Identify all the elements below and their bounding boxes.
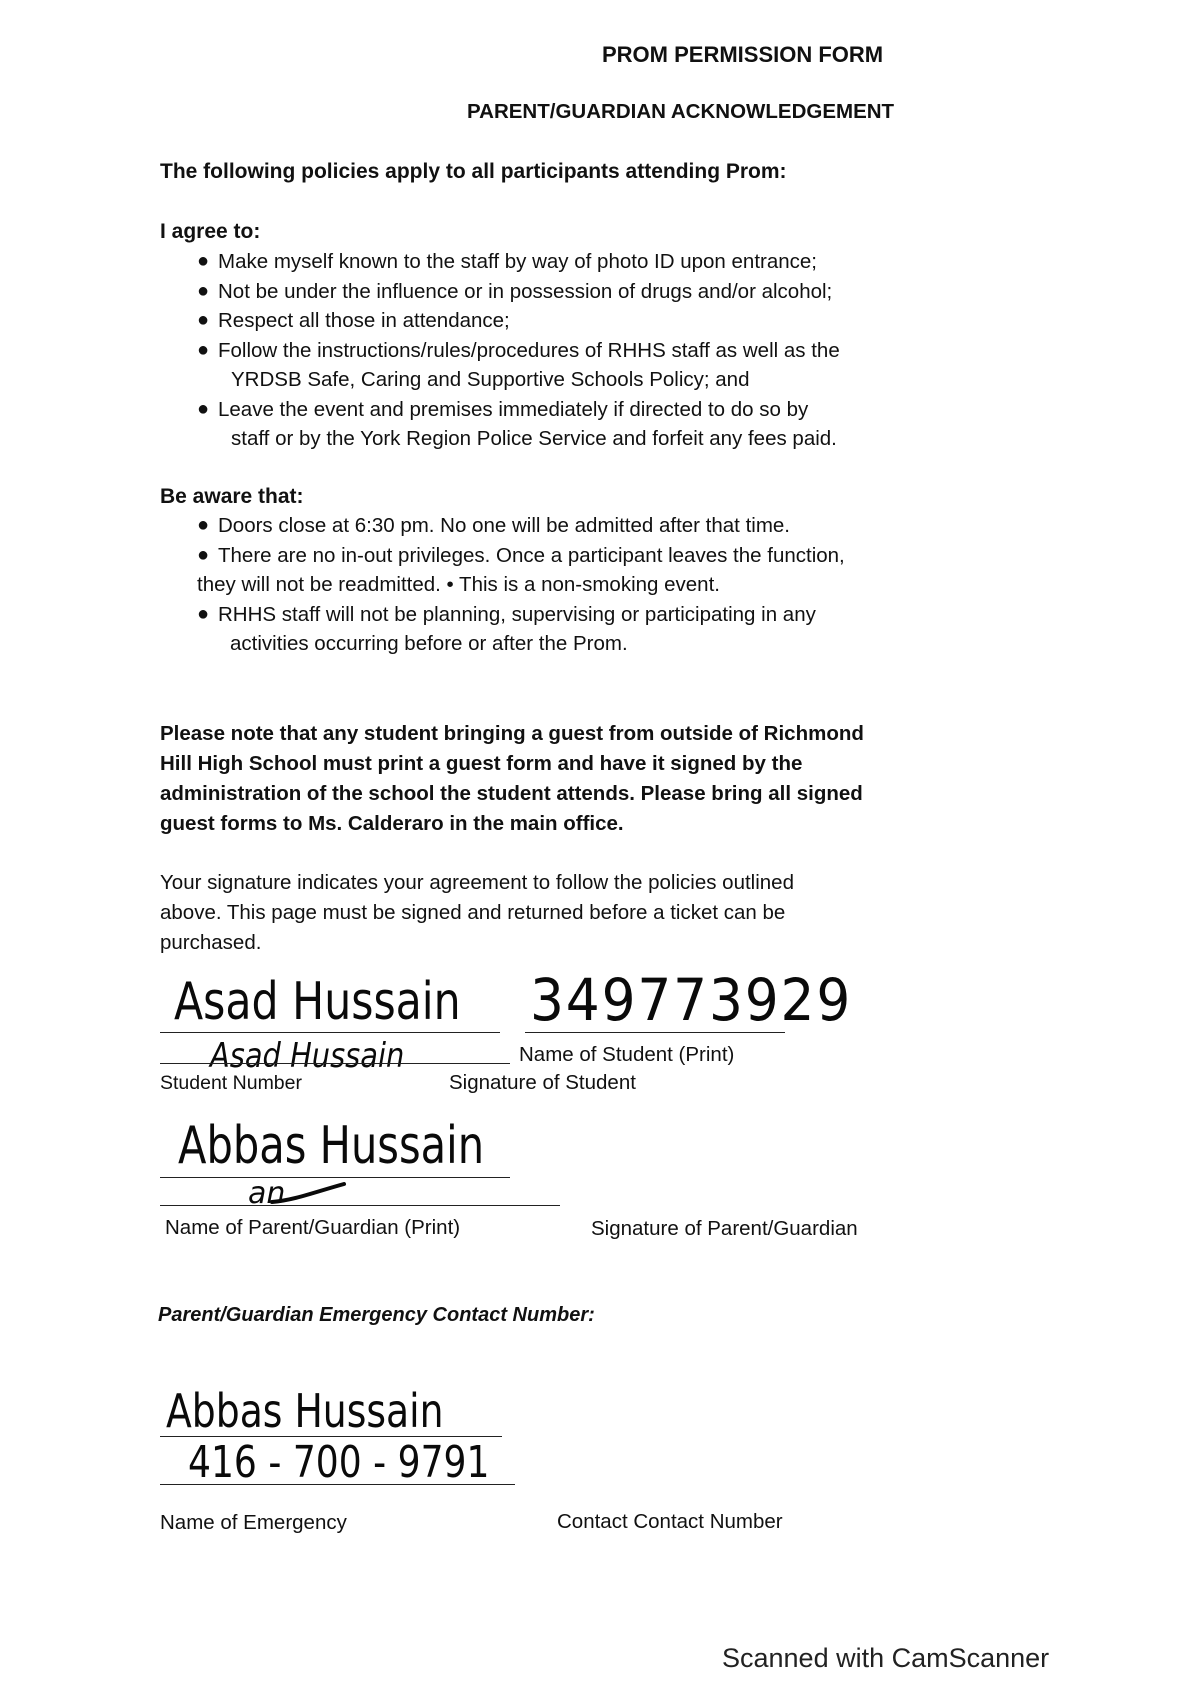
list-item: ● RHHS staff will not be planning, supervising or participating in any [197, 602, 816, 626]
list-item: activities occurring before or after the Prom. [230, 632, 628, 655]
student-name-line [160, 1032, 500, 1033]
list-item: ● Make myself known to the staff by way of photo ID upon entrance; [197, 250, 818, 273]
signature-note: Your signature indicates your agreement to follow the policies outlined above. This page must be signed and returned before a ticket can be purchased. [160, 871, 794, 954]
aware-list [197, 511, 845, 659]
guest-note: Please note that any student bringing a guest from outside of Richmond Hill High School must print a guest form and have it signed by the administration of the school the student attends. Please bring all signed guest forms to Ms. Calderaro in the main office. [160, 722, 864, 835]
form-title: PROM PERMISSION FORM [602, 42, 884, 67]
list-item: ● There are no in-out privileges. Once a participant leaves the function, [197, 543, 845, 567]
student-number-handwritten: 349773929 [530, 966, 853, 1034]
aware-heading: Be aware that: [160, 485, 304, 508]
list-item: ● Leave the event and premises immediately if directed to do so by [197, 397, 809, 421]
form-subtitle: PARENT/GUARDIAN ACKNOWLEDGEMENT [467, 100, 895, 123]
student-number-line [525, 1032, 785, 1033]
student-name-handwritten: Asad Hussain [174, 972, 461, 1032]
label-student-signature: Signature of Student [449, 1071, 636, 1094]
list-item: ● Follow the instructions/rules/procedures of RHHS staff as well as the [197, 338, 840, 362]
intro-text: The following policies apply to all participants attending Prom: [160, 160, 787, 183]
list-item: staff or by the York Region Police Service and forfeit any fees paid. [231, 427, 837, 450]
parent-signature-handwritten: an [248, 1176, 286, 1211]
parent-signature-line [160, 1205, 560, 1206]
label-parent-signature: Signature of Parent/Guardian [591, 1217, 858, 1240]
label-student-number: Student Number [160, 1072, 302, 1094]
list-item: ● Doors close at 6:30 pm. No one will be admitted after that time. [197, 514, 790, 537]
emergency-heading: Parent/Guardian Emergency Contact Number: [158, 1304, 595, 1326]
parent-signature-stroke [270, 1178, 350, 1208]
agree-list [197, 247, 840, 454]
list-item: ● Respect all those in attendance; [197, 309, 510, 332]
agree-heading: I agree to: [160, 220, 261, 243]
label-parent-name: Name of Parent/Guardian (Print) [165, 1216, 461, 1239]
label-emergency-number: Contact Contact Number [557, 1510, 783, 1533]
camscanner-watermark: Scanned with CamScanner [722, 1643, 1050, 1673]
student-signature-line [160, 1063, 510, 1064]
emergency-number-line [160, 1484, 515, 1485]
label-student-name: Name of Student (Print) [519, 1043, 735, 1066]
label-emergency-name: Name of Emergency [160, 1511, 347, 1534]
list-item: ● Not be under the influence or in possession of drugs and/or alcohol; [197, 279, 833, 303]
parent-name-handwritten: Abbas Hussain [178, 1116, 485, 1176]
list-item: YRDSB Safe, Caring and Supportive Schools Policy; and [231, 368, 750, 391]
emergency-name-handwritten: Abbas Hussain [166, 1384, 444, 1438]
list-item: they will not be readmitted. • This is a non-smoking event. [197, 573, 720, 596]
emergency-number-handwritten: 416 - 700 - 9791 [188, 1437, 490, 1488]
student-signature-handwritten: Asad Hussain [210, 1036, 405, 1076]
